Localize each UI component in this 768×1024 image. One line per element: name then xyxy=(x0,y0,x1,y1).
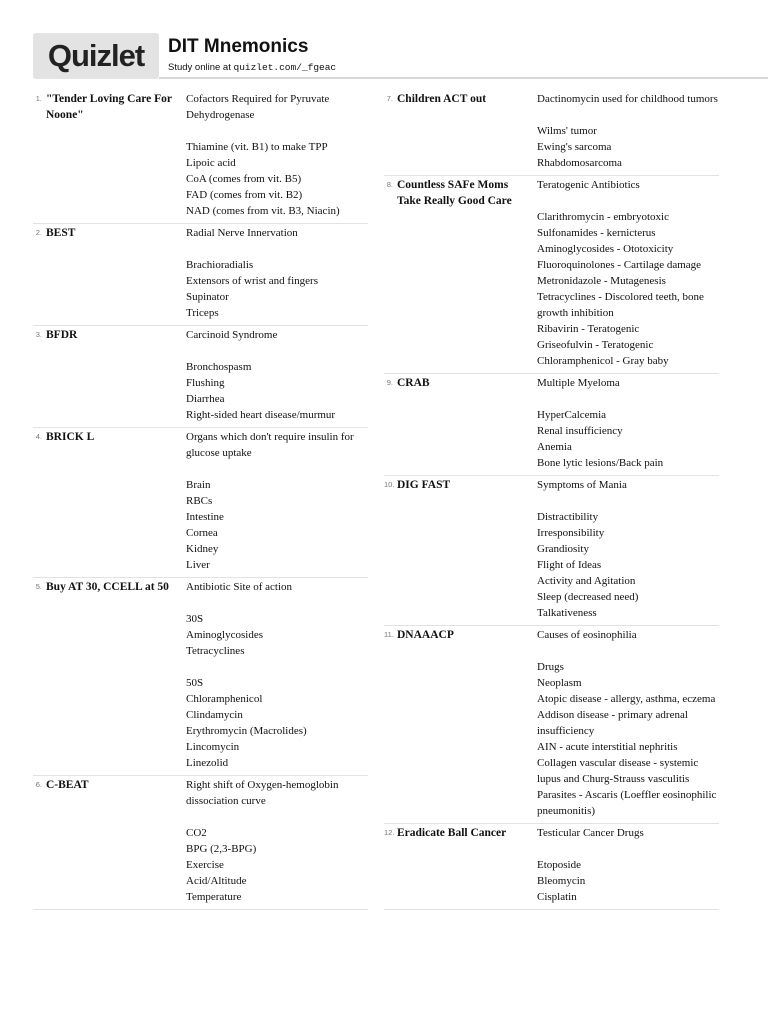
definition-line: Causes of eosinophilia xyxy=(537,629,637,641)
definition-line: RBCs xyxy=(186,495,213,507)
definition-line: Brain xyxy=(186,479,211,491)
card-entry xyxy=(33,429,368,578)
definition-line: Triceps xyxy=(186,307,219,319)
definition-line: Kidney xyxy=(186,543,219,555)
card-term: DIG FAST xyxy=(397,479,451,491)
card-number: 2. xyxy=(35,228,42,237)
card-definition xyxy=(537,477,719,621)
definition-line: CoA (comes from vit. B5) xyxy=(186,173,302,185)
card-term: BEST xyxy=(46,227,76,239)
card-definition xyxy=(186,225,368,321)
definition-line: AIN - acute interstitial nephritis xyxy=(537,741,678,753)
card-number: 7. xyxy=(386,94,393,103)
definition-spacer xyxy=(537,391,719,407)
card-number: 1. xyxy=(35,94,42,103)
definition-spacer xyxy=(537,193,719,209)
card-definition xyxy=(537,627,719,819)
definition-line: Sulfonamides - kernicterus xyxy=(537,227,656,239)
card-entry xyxy=(33,777,368,910)
card-definition xyxy=(186,327,368,423)
definition-line: Diarrhea xyxy=(186,393,225,405)
definition-line: Anemia xyxy=(537,441,572,453)
card-definition xyxy=(537,375,719,471)
definition-line: Ewing's sarcoma xyxy=(537,141,612,153)
logo-text: Quizlet xyxy=(47,38,145,73)
definition-line: Bronchospasm xyxy=(186,361,252,373)
definition-line: Temperature xyxy=(186,891,242,903)
card-entry xyxy=(384,477,719,626)
definition-line: Organs which don't require insulin for glucose uptake xyxy=(186,431,354,459)
quizlet-logo[interactable] xyxy=(33,33,159,79)
definition-line: Right shift of Oxygen-hemoglobin dissociation curve xyxy=(186,779,339,807)
definition-line: Metronidazole - Mutagenesis xyxy=(537,275,666,287)
card-number: 3. xyxy=(35,330,42,339)
definition-line: Bleomycin xyxy=(537,875,586,887)
definition-line: Ribavirin - Teratogenic xyxy=(537,323,640,335)
definition-spacer xyxy=(186,809,368,825)
definition-line: Cornea xyxy=(186,527,218,539)
card-term: BRICK L xyxy=(46,431,95,443)
definition-line: Brachioradialis xyxy=(186,259,254,271)
card-number: 10. xyxy=(384,480,395,489)
definition-line: Right-sided heart disease/murmur xyxy=(186,409,336,421)
card-definition xyxy=(537,825,719,905)
definition-line: Lincomycin xyxy=(186,741,240,753)
definition-line: Grandiosity xyxy=(537,543,589,555)
definition-line: Talkativeness xyxy=(537,607,597,619)
definition-spacer xyxy=(537,841,719,857)
definition-spacer xyxy=(537,643,719,659)
definition-line: Distractibility xyxy=(537,511,599,523)
definition-line: Drugs xyxy=(537,661,564,673)
definition-line: Erythromycin (Macrolides) xyxy=(186,725,307,737)
definition-line: Cofactors Required for Pyruvate Dehydrogenase xyxy=(186,93,330,121)
definition-line: FAD (comes from vit. B2) xyxy=(186,189,303,201)
definition-spacer xyxy=(186,595,368,611)
definition-line: Acid/Altitude xyxy=(186,875,247,887)
definition-line: Neoplasm xyxy=(537,677,582,689)
card-entry xyxy=(384,375,719,476)
definition-line: Thiamine (vit. B1) to make TPP xyxy=(186,141,328,153)
definition-spacer xyxy=(537,107,719,123)
card-entry xyxy=(384,177,719,374)
definition-line: NAD (comes from vit. B3, Niacin) xyxy=(186,205,340,217)
definition-line: Lipoic acid xyxy=(186,157,236,169)
card-term: BFDR xyxy=(46,329,78,341)
definition-line: Renal insufficiency xyxy=(537,425,623,437)
definition-line: Antibiotic Site of action xyxy=(186,581,293,593)
definition-line: Radial Nerve Innervation xyxy=(186,227,298,239)
definition-line: Aminoglycosides xyxy=(186,629,263,641)
definition-line: CO2 xyxy=(186,827,207,839)
card-definition xyxy=(186,91,368,219)
definition-line: Addison disease - primary adrenal insufficiency xyxy=(537,709,688,737)
definition-line: Atopic disease - allergy, asthma, eczema xyxy=(537,693,716,705)
definition-line: Dactinomycin used for childhood tumors xyxy=(537,93,718,105)
definition-line: Fluoroquinolones - Cartilage damage xyxy=(537,259,702,271)
definition-spacer xyxy=(186,241,368,257)
definition-line: HyperCalcemia xyxy=(537,409,607,421)
definition-line: Sleep (decreased need) xyxy=(537,591,639,603)
definition-spacer xyxy=(186,659,368,675)
card-entry xyxy=(33,225,368,326)
definition-line: Liver xyxy=(186,559,210,571)
column-left xyxy=(33,91,368,911)
definition-line: 50S xyxy=(186,677,204,689)
definition-spacer xyxy=(186,123,368,139)
card-number: 6. xyxy=(35,780,42,789)
card-term: Countless SAFe Moms Take Really Good Care xyxy=(397,179,512,207)
card-term: Eradicate Ball Cancer xyxy=(397,827,507,839)
column-right xyxy=(384,91,719,911)
card-definition xyxy=(186,579,368,771)
definition-line: Tetracyclines xyxy=(186,645,245,657)
definition-line: Linezolid xyxy=(186,757,229,769)
header-divider xyxy=(159,77,768,79)
definition-line: Rhabdomosarcoma xyxy=(537,157,622,169)
card-definition xyxy=(186,429,368,573)
subtitle-prefix: Study online at xyxy=(168,62,234,73)
card-term: C-BEAT xyxy=(46,779,89,791)
card-number: 8. xyxy=(386,180,393,189)
card-definition xyxy=(537,91,719,171)
card-entry xyxy=(33,91,368,224)
card-term: CRAB xyxy=(397,377,430,389)
card-entry xyxy=(384,825,719,910)
definition-line: Multiple Myeloma xyxy=(537,377,620,389)
definition-line: Irresponsibility xyxy=(537,527,605,539)
definition-line: Clindamycin xyxy=(186,709,243,721)
definition-spacer xyxy=(186,343,368,359)
definition-line: Symptoms of Mania xyxy=(537,479,627,491)
page-header xyxy=(33,33,735,79)
definition-line: Chloramphenicol xyxy=(186,693,263,705)
definition-spacer xyxy=(186,461,368,477)
definition-line: Bone lytic lesions/Back pain xyxy=(537,457,664,469)
card-number: 5. xyxy=(35,582,42,591)
definition-line: Griseofulvin - Teratogenic xyxy=(537,339,654,351)
definition-line: BPG (2,3-BPG) xyxy=(186,843,257,855)
card-number: 4. xyxy=(35,432,42,441)
definition-line: Exercise xyxy=(186,859,224,871)
card-number: 11. xyxy=(384,630,394,639)
definition-line: Tetracyclines - Discolored teeth, bone growth inhibition xyxy=(537,291,704,319)
definition-spacer xyxy=(537,493,719,509)
definition-line: Flushing xyxy=(186,377,225,389)
definition-line: Cisplatin xyxy=(537,891,577,903)
definition-line: Teratogenic Antibiotics xyxy=(537,179,640,191)
page-title: DIT Mnemonics xyxy=(168,36,309,57)
definition-line: Chloramphenicol - Gray baby xyxy=(537,355,669,367)
definition-line: 30S xyxy=(186,613,204,625)
definition-line: Supinator xyxy=(186,291,229,303)
card-definition xyxy=(186,777,368,905)
definition-line: Etoposide xyxy=(537,859,581,871)
card-entry xyxy=(33,579,368,776)
card-entry xyxy=(384,91,719,176)
definition-line: Testicular Cancer Drugs xyxy=(537,827,644,839)
definition-line: Collagen vascular disease - systemic lupus and Churg-Strauss vasculitis xyxy=(537,757,699,785)
card-entry xyxy=(33,327,368,428)
definition-line: Wilms' tumor xyxy=(537,125,597,137)
card-number: 12. xyxy=(384,828,395,837)
card-definition xyxy=(537,177,719,369)
definition-line: Activity and Agitation xyxy=(537,575,636,587)
card-term: "Tender Loving Care For Noone" xyxy=(46,93,172,121)
card-term: DNAAACP xyxy=(397,629,454,641)
definition-line: Carcinoid Syndrome xyxy=(186,329,278,341)
card-number: 9. xyxy=(386,378,393,387)
definition-line: Aminoglycosides - Ototoxicity xyxy=(537,243,674,255)
definition-line: Intestine xyxy=(186,511,224,523)
page-subtitle xyxy=(168,62,336,73)
definition-line: Extensors of wrist and fingers xyxy=(186,275,318,287)
card-term: Buy AT 30, CCELL at 50 xyxy=(46,581,169,593)
definition-line: Flight of Ideas xyxy=(537,559,602,571)
definition-line: Parasites - Ascaris (Loeffler eosinophilic pneumonitis) xyxy=(537,789,717,817)
definition-line: Clarithromycin - embryotoxic xyxy=(537,211,669,223)
card-term: Children ACT out xyxy=(397,93,487,105)
subtitle-url[interactable]: quizlet.com/_fgeac xyxy=(233,62,337,73)
card-entry xyxy=(384,627,719,824)
